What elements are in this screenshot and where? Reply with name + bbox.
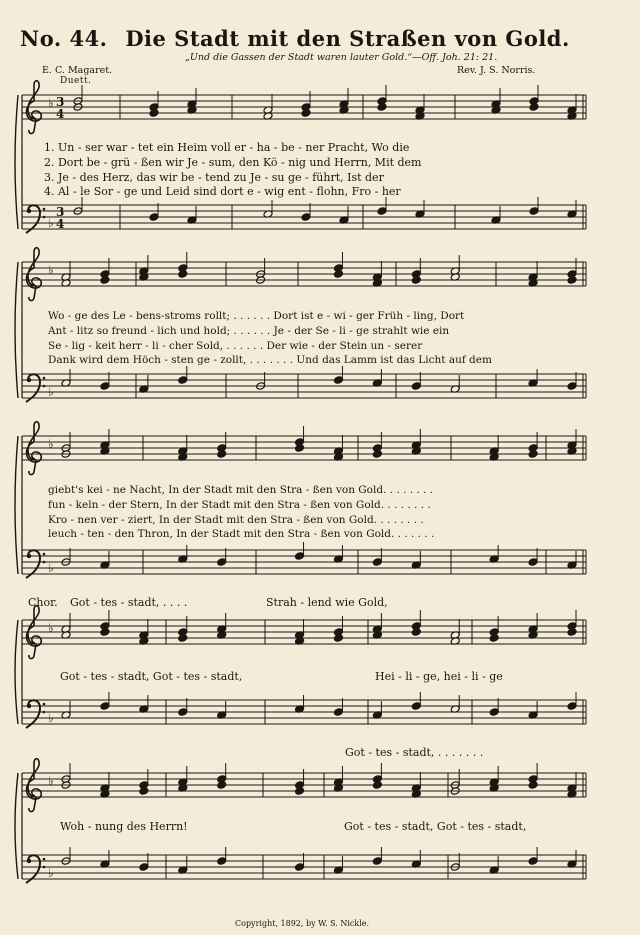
system4-treble-notehead bbox=[178, 634, 188, 643]
system2-bass-notehead bbox=[333, 376, 343, 385]
system5-treble-notehead bbox=[295, 787, 305, 796]
system3-treble-notehead bbox=[528, 450, 538, 459]
system4-bass-notehead bbox=[567, 702, 577, 711]
lyric-s2-verse4: Dank wird dem Höch - sten ge - zollt, . . . . . . . Und das Lamm ist das Licht auf dem bbox=[48, 354, 492, 366]
system5-bass-notehead bbox=[295, 863, 305, 872]
system1-bass-notehead bbox=[529, 207, 539, 216]
system3-bass-notehead bbox=[528, 558, 538, 567]
system2-treble-notehead bbox=[178, 270, 188, 279]
system1-bass-notehead bbox=[301, 213, 311, 222]
lyric-s1-verse1: 1. Un - ser war - tet ein Heim voll er - ha - be - ner Pracht, Wo die bbox=[44, 141, 410, 154]
lyric-s2-verse1: Wo - ge des Le - bens-stroms rollt; . . . . . . Dort ist e - wi - ger Früh - ling, Dort bbox=[48, 310, 465, 322]
lyric-s1-verse3: 3. Je - des Herz, das wir be - tend zu Je - su ge - führt, Ist der bbox=[44, 171, 384, 184]
time-sig-bass-bottom: 4 bbox=[56, 217, 65, 231]
system5-lower-text-b: Got - tes - stadt, Got - tes - stadt, bbox=[344, 820, 527, 833]
time-sig-treble-bottom: 4 bbox=[56, 107, 65, 121]
system1-treble-notehead bbox=[301, 109, 311, 118]
chorus-label: Chor. bbox=[28, 596, 58, 609]
system5-lower-text-a: Woh - nung des Herrn! bbox=[60, 820, 188, 833]
system4-bass-notehead bbox=[489, 708, 499, 717]
time-sig-treble-top: 3 bbox=[56, 95, 65, 109]
system3-bass-notehead bbox=[217, 558, 227, 567]
system5-treble-notehead bbox=[372, 781, 382, 790]
hymn-number: No. 44. bbox=[20, 26, 108, 51]
system5-bass-notehead bbox=[528, 857, 538, 866]
system1-key-flat-bass: ♭ bbox=[48, 216, 54, 230]
system5-treble-notehead bbox=[217, 781, 227, 790]
chorus-lower-text-b: Hei - li - ge, hei - li - ge bbox=[375, 670, 503, 683]
scripture-reference: „Und die Gassen der Stadt waren lauter Gold.“—Off. Joh. 21: 21. bbox=[185, 52, 498, 63]
system2-bass-notehead bbox=[178, 376, 188, 385]
system1-bass-notehead bbox=[377, 207, 387, 216]
system2-treble-notehead bbox=[411, 276, 421, 285]
system2-bass-notehead bbox=[567, 382, 577, 391]
system2-key-flat-treble: ♭ bbox=[48, 263, 54, 277]
system3-treble-notehead bbox=[295, 444, 305, 453]
system4-treble-notehead bbox=[411, 628, 421, 637]
system5-treble-notehead bbox=[528, 781, 538, 790]
time-sig-bass-top: 3 bbox=[56, 205, 65, 219]
system4-bass-notehead bbox=[100, 702, 110, 711]
system5-key-flat-treble: ♭ bbox=[48, 774, 54, 788]
system4-treble-notehead bbox=[567, 628, 577, 637]
system1-treble-notehead bbox=[377, 103, 387, 112]
system2-treble-notehead bbox=[333, 270, 343, 279]
lyric-s1-verse4: 4. Al - le Sor - ge und Leid sind dort e - wig ent - flohn, Fro - her bbox=[44, 185, 401, 198]
system5-key-flat-bass: ♭ bbox=[48, 866, 54, 880]
system1-treble-notehead bbox=[149, 109, 159, 118]
system4-bass-notehead bbox=[411, 702, 421, 711]
system5-bass-notehead bbox=[217, 857, 227, 866]
system2-bass-notehead bbox=[100, 382, 110, 391]
lyric-s1-verse2: 2. Dort be - grü - ßen wir Je - sum, den Kö - nig und Herrn, Mit dem bbox=[44, 156, 422, 169]
system4-brace bbox=[15, 620, 18, 724]
system2-brace bbox=[15, 262, 18, 398]
system1-brace bbox=[15, 95, 18, 229]
system2-bass-notehead bbox=[411, 382, 421, 391]
system3-bass-notehead bbox=[372, 558, 382, 567]
system4-bass-notehead bbox=[178, 708, 188, 717]
lyric-s3-verse3: Kro - nen ver - ziert, In der Stadt mit den Stra - ßen von Gold. . . . . . . . bbox=[48, 514, 424, 526]
system1-bass-notehead bbox=[149, 213, 159, 222]
lyric-s3-verse4: leuch - ten - den Thron, In der Stadt mit den Stra - ßen von Gold. . . . . . . bbox=[48, 528, 435, 540]
chorus-upper-text-b: Strah - lend wie Gold, bbox=[266, 596, 388, 609]
system5-bass-notehead bbox=[372, 857, 382, 866]
author-credit: Rev. J. S. Norris. bbox=[457, 65, 536, 76]
hymn-title: Die Stadt mit den Straßen von Gold. bbox=[125, 26, 570, 51]
system1-treble-notehead bbox=[529, 103, 539, 112]
lyric-s3-verse1: giebt's kei - ne Nacht, In der Stadt mit den Stra - ßen von Gold. . . . . . . . bbox=[48, 484, 434, 496]
system3-key-flat-bass: ♭ bbox=[48, 561, 54, 575]
system4-key-flat-treble: ♭ bbox=[48, 621, 54, 635]
section-label-duett: Duett. bbox=[60, 76, 92, 86]
system2-key-flat-bass: ♭ bbox=[48, 385, 54, 399]
system5-treble-notehead bbox=[139, 787, 149, 796]
lyric-s2-verse3: Se - lig - keit herr - li - cher Sold, . . . . . . Der wie - der Stein un - serer bbox=[48, 340, 423, 352]
system3-key-flat-treble: ♭ bbox=[48, 437, 54, 451]
system5-brace bbox=[15, 773, 18, 879]
lyric-s2-verse2: Ant - litz so freund - lich und hold; . . . . . . Je - der Se - li - ge strahlt wie ein bbox=[48, 325, 450, 337]
notation-layer bbox=[15, 81, 586, 883]
system4-key-flat-bass: ♭ bbox=[48, 711, 54, 725]
system4-treble-notehead bbox=[100, 628, 110, 637]
system3-treble-notehead bbox=[217, 450, 227, 459]
system2-treble-notehead bbox=[567, 276, 577, 285]
copyright-notice: Copyright, 1892, by W. S. Nickle. bbox=[235, 919, 370, 928]
system5-upper-text: Got - tes - stadt, . . . . . . . bbox=[345, 746, 484, 759]
system3-treble-notehead bbox=[372, 450, 382, 459]
composer-credit: E. C. Magaret. bbox=[42, 65, 113, 76]
system2-treble-notehead bbox=[100, 276, 110, 285]
system3-bass-notehead bbox=[295, 552, 305, 561]
system4-treble-notehead bbox=[489, 634, 499, 643]
system5-bass-notehead bbox=[139, 863, 149, 872]
chorus-lower-text-a: Got - tes - stadt, Got - tes - stadt, bbox=[60, 670, 243, 683]
system4-treble-notehead bbox=[333, 634, 343, 643]
lyric-s3-verse2: fun - keln - der Stern, In der Stadt mit den Stra - ßen von Gold. . . . . . . . bbox=[48, 499, 431, 511]
chorus-upper-text-a: Got - tes - stadt, . . . . bbox=[70, 596, 188, 609]
system1-key-flat-treble: ♭ bbox=[48, 96, 54, 110]
system3-brace bbox=[15, 436, 18, 574]
system4-bass-notehead bbox=[333, 708, 343, 717]
